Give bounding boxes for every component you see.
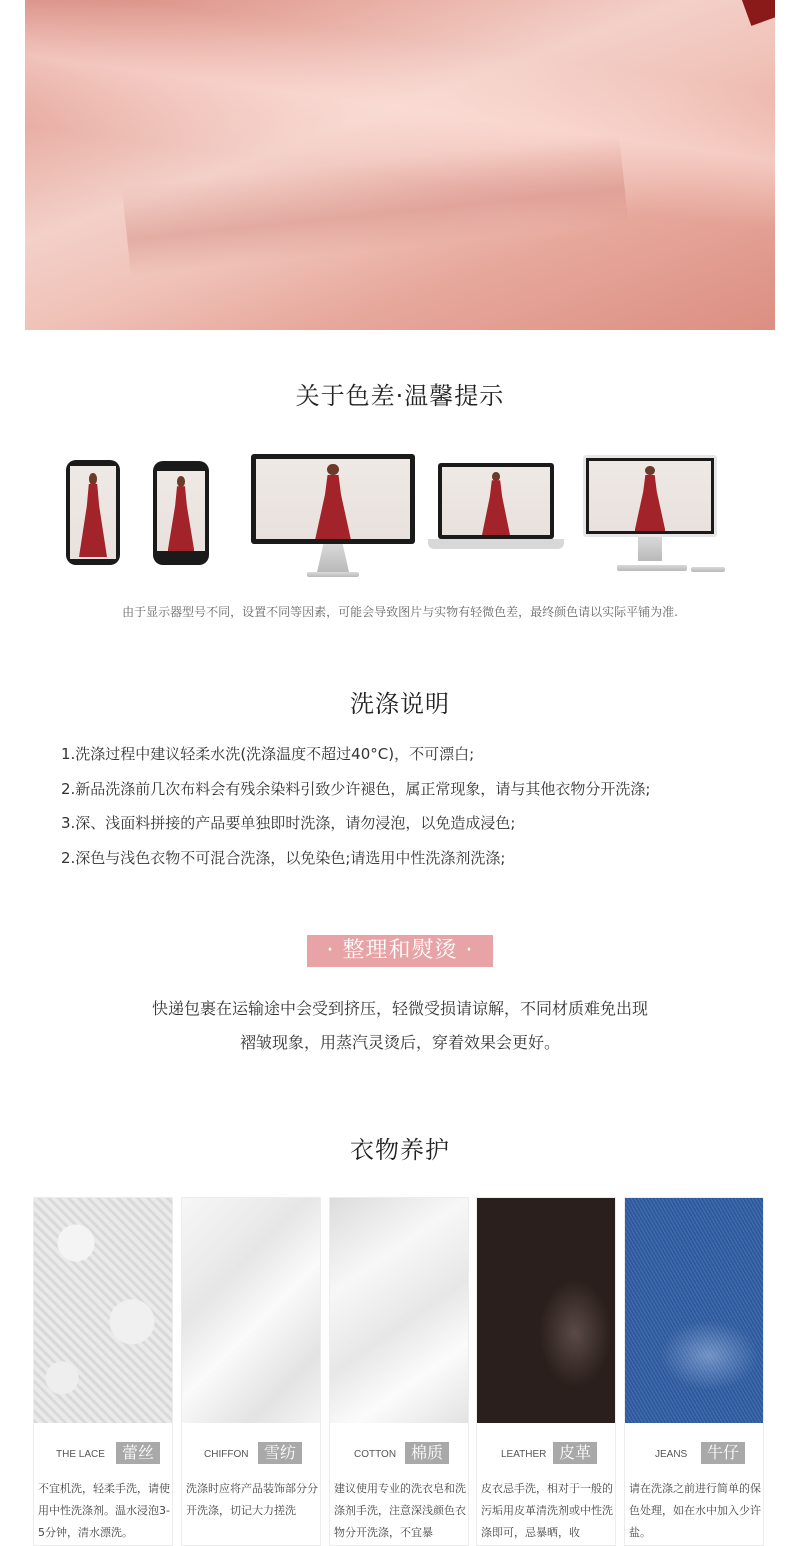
- color-diff-title: 关于色差·温馨提示: [295, 382, 505, 410]
- fabric-cn-label: 皮革: [553, 1442, 597, 1464]
- fabric-desc: 请在洗涤之前进行简单的保色处理，如在水中加入少许盐。: [629, 1482, 761, 1539]
- fabric-cn-label: 棉质: [405, 1442, 449, 1464]
- fabric-desc: 建议使用专业的洗衣皂和洗涤剂手洗，注意深浅颜色衣物分开洗涤，不宜暴: [334, 1482, 466, 1539]
- iron-text-line-2: 褶皱现象，用蒸汽灵烫后，穿着效果会更好。: [239, 1033, 560, 1052]
- fabric-en-label: COTTON: [354, 1449, 397, 1460]
- wash-item: 2.新品洗涤前几次布料会有残余染料引致少许褪色，属正常现象，请与其他衣物分开洗涤;: [61, 779, 651, 798]
- fabric-card-leather: [476, 1197, 616, 1546]
- fabric-cn-label: 雪纺: [258, 1442, 302, 1464]
- chiffon-swatch-image: [182, 1198, 321, 1423]
- fabric-care-grid: [33, 1197, 765, 1546]
- hero-fabric-image: [25, 0, 775, 330]
- fabric-en-label: THE LACE: [56, 1449, 105, 1460]
- jeans-swatch-image: [625, 1198, 764, 1423]
- color-diff-note: 由于显示器型号不同，设置不同等因素，可能会导致图片与实物有轻微色差，最终颜色请以实际平铺为准.: [122, 605, 678, 619]
- fabric-en-label: JEANS: [655, 1449, 688, 1460]
- leather-swatch-image: [477, 1198, 616, 1423]
- wash-item-highlighted: 3.深、浅面料拼接的产品要单独即时洗涤，请勿浸泡，以免造成浸色;: [61, 809, 761, 844]
- iron-text-line-1: 快递包裹在运输途中会受到挤压，轻微受损请谅解，不同材质难免出现: [151, 999, 648, 1018]
- lace-swatch-image: [34, 1198, 173, 1423]
- phone-1: [66, 460, 120, 565]
- fabric-cn-label: 牛仔: [701, 1442, 745, 1464]
- device-comparison: [0, 450, 800, 580]
- phone-2: [153, 461, 209, 565]
- fabric-card-lace: [33, 1197, 173, 1546]
- wash-item: 1.洗涤过程中建议轻柔水洗(洗涤温度不超过40°C)，不可漂白;: [61, 745, 475, 763]
- fabric-desc: 洗涤时应将产品装饰部分分开洗涤，切记大力搓洗: [186, 1482, 318, 1517]
- monitor-1: [251, 454, 415, 580]
- fabric-card-cotton: [329, 1197, 469, 1546]
- fabric-en-label: LEATHER: [501, 1449, 547, 1460]
- iron-title-badge: · 整理和熨烫 ·: [307, 935, 493, 967]
- care-title: 衣物养护: [350, 1136, 450, 1164]
- cotton-swatch-image: [330, 1198, 469, 1423]
- wash-item: 2.深色与浅色衣物不可混合洗涤，以免染色;请选用中性洗涤剂洗涤;: [61, 848, 506, 867]
- fabric-card-chiffon: [181, 1197, 321, 1546]
- monitor-2: [583, 455, 731, 580]
- fabric-cn-label: 蕾丝: [116, 1442, 160, 1464]
- fabric-desc: 不宜机洗，轻柔手洗，请使用中性洗涤剂。温水浸泡3-5分钟，清水漂洗。: [38, 1482, 170, 1539]
- laptop: [428, 463, 564, 559]
- wash-title: 洗涤说明: [350, 690, 450, 718]
- wash-instructions: [61, 740, 761, 878]
- fabric-en-label: CHIFFON: [204, 1449, 249, 1460]
- fabric-card-jeans: [624, 1197, 764, 1546]
- fabric-desc: 皮衣忌手洗，相对于一般的污垢用皮革清洗剂或中性洗涤即可，忌暴晒，收: [481, 1482, 613, 1539]
